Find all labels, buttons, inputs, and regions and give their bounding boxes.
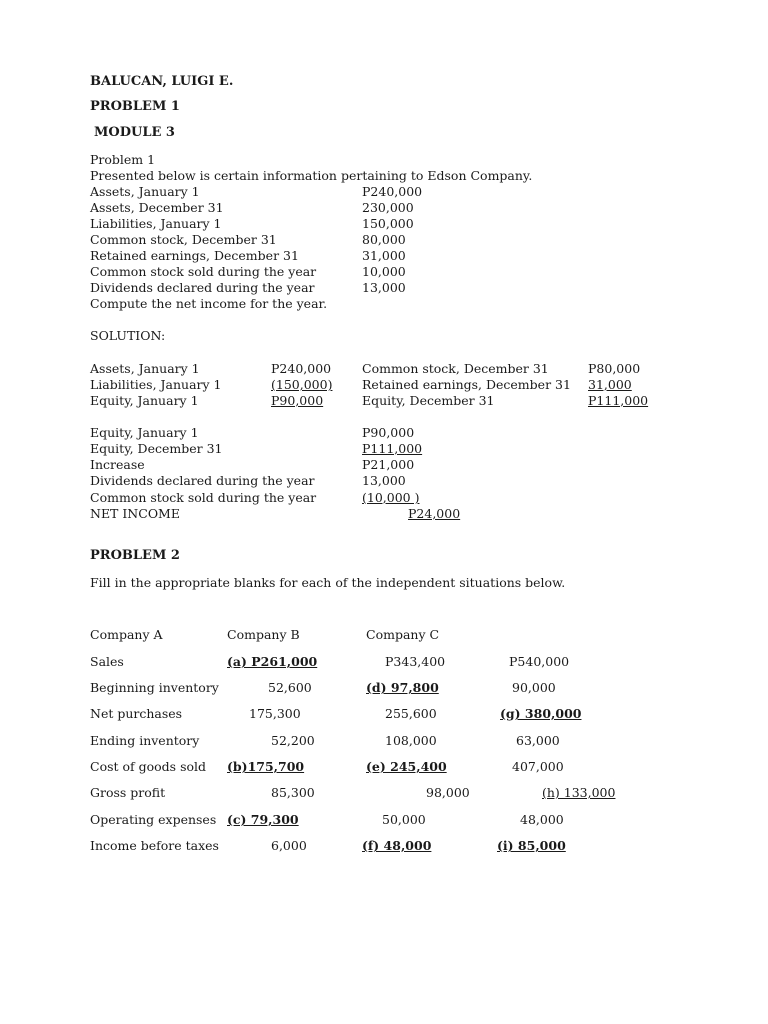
value-c: 48,000: [520, 812, 564, 827]
solution-right-value: P111,000: [588, 393, 649, 408]
value-b: P343,400: [385, 654, 446, 669]
given-label: Dividends declared during the year: [90, 280, 315, 295]
value-a: 85,300: [271, 785, 315, 800]
answer-a: (a) P261,000: [227, 654, 318, 669]
problem-heading: PROBLEM 1: [90, 99, 180, 114]
answer-f: (f) 48,000: [362, 838, 432, 853]
problem1-label: Problem 1: [90, 152, 156, 167]
value-c: 90,000: [512, 680, 556, 695]
given-value: 150,000: [362, 216, 414, 231]
solution-right-value: P80,000: [588, 361, 641, 376]
given-value: 31,000: [362, 248, 406, 263]
net-income-label: NET INCOME: [90, 506, 180, 521]
answer-i: (i) 85,000: [497, 838, 566, 853]
problem1-question: Compute the net income for the year.: [90, 296, 328, 311]
row-label: Operating expenses: [90, 812, 217, 827]
row-label: Sales: [90, 654, 124, 669]
calc-value: P111,000: [362, 441, 423, 456]
solution-left-label: Assets, January 1: [90, 361, 200, 376]
value-b: 50,000: [382, 812, 426, 827]
row-label: Beginning inventory: [90, 680, 219, 695]
calc-label: Common stock sold during the year: [90, 490, 317, 505]
given-label: Common stock, December 31: [90, 232, 277, 247]
answer-e: (e) 245,400: [366, 759, 447, 774]
row-label: Gross profit: [90, 785, 166, 800]
answer-d: (d) 97,800: [366, 680, 439, 695]
row-label: Net purchases: [90, 706, 183, 721]
solution-left-value: P240,000: [271, 361, 332, 376]
value-c: 63,000: [516, 733, 560, 748]
problem2-instructions: Fill in the appropriate blanks for each of the independent situations below.: [90, 575, 566, 590]
net-income-value: P24,000: [408, 506, 461, 521]
calc-value: P90,000: [362, 425, 415, 440]
answer-b: (b)175,700: [227, 759, 305, 774]
calc-label: Dividends declared during the year: [90, 473, 315, 488]
value-a: 52,600: [268, 680, 312, 695]
solution-right-label: Retained earnings, December 31: [362, 377, 571, 392]
solution-left-value: P90,000: [271, 393, 324, 408]
given-value: 80,000: [362, 232, 406, 247]
value-b: 255,600: [385, 706, 437, 721]
value-a: 175,300: [249, 706, 301, 721]
given-value: 230,000: [362, 200, 414, 215]
calc-value: (10,000 ): [362, 490, 420, 505]
row-label: Ending inventory: [90, 733, 200, 748]
value-a: 6,000: [271, 838, 307, 853]
value-c: 407,000: [512, 759, 564, 774]
value-c: P540,000: [509, 654, 570, 669]
answer-g: (g) 380,000: [500, 706, 582, 721]
value-a: 52,200: [271, 733, 315, 748]
solution-right-label: Equity, December 31: [362, 393, 495, 408]
answer-h: (h) 133,000: [542, 785, 616, 800]
calc-label: Equity, December 31: [90, 441, 223, 456]
solution-left-label: Equity, January 1: [90, 393, 199, 408]
solution-left-label: Liabilities, January 1: [90, 377, 222, 392]
solution-right-label: Common stock, December 31: [362, 361, 549, 376]
problem1-intro: Presented below is certain information pertaining to Edson Company.: [90, 168, 533, 183]
problem2-title: PROBLEM 2: [90, 548, 180, 563]
calc-label: Increase: [90, 457, 145, 472]
value-b: 98,000: [426, 785, 470, 800]
solution-right-value: 31,000: [588, 377, 632, 392]
module-heading: MODULE 3: [94, 125, 175, 140]
answer-c: (c) 79,300: [227, 812, 299, 827]
given-label: Liabilities, January 1: [90, 216, 222, 231]
column-header: Company C: [366, 627, 440, 642]
student-name: BALUCAN, LUIGI E.: [90, 74, 234, 89]
given-label: Assets, December 31: [90, 200, 224, 215]
calc-label: Equity, January 1: [90, 425, 199, 440]
column-header: Company B: [227, 627, 300, 642]
given-value: 13,000: [362, 280, 406, 295]
given-label: Assets, January 1: [90, 184, 200, 199]
given-label: Retained earnings, December 31: [90, 248, 299, 263]
row-label: Income before taxes: [90, 838, 219, 853]
calc-value: P21,000: [362, 457, 415, 472]
solution-left-value: (150,000): [271, 377, 333, 392]
given-value: 10,000: [362, 264, 406, 279]
value-b: 108,000: [385, 733, 437, 748]
column-header: Company A: [90, 627, 163, 642]
calc-value: 13,000: [362, 473, 406, 488]
given-value: P240,000: [362, 184, 423, 199]
row-label: Cost of goods sold: [90, 759, 207, 774]
given-label: Common stock sold during the year: [90, 264, 317, 279]
solution-title: SOLUTION:: [90, 328, 166, 343]
